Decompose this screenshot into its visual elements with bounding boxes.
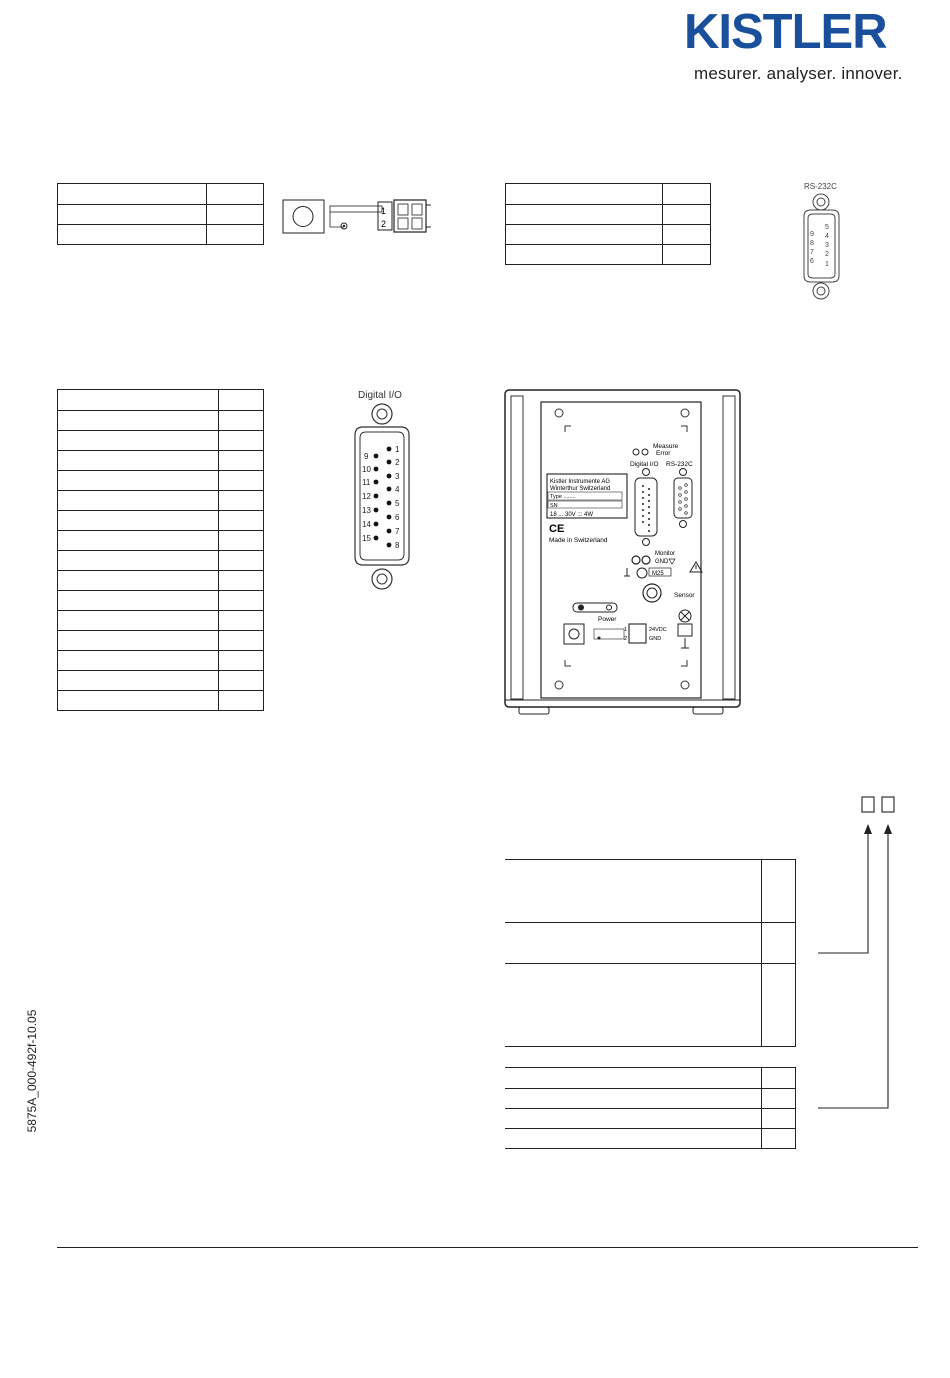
rs232-pin-3: 3 xyxy=(825,242,829,249)
rear-power-label: Power xyxy=(598,616,617,623)
rear-error-label: Error xyxy=(656,450,671,457)
rear-panel-drawing xyxy=(503,388,743,718)
options-table-1 xyxy=(505,859,796,1047)
logo-wordmark: KISTLER xyxy=(684,6,887,54)
rs232-title: RS-232C xyxy=(804,182,837,191)
dio-pin-15: 15 xyxy=(362,534,371,543)
power-table xyxy=(57,183,264,245)
rs232-pin-8: 8 xyxy=(810,240,814,247)
rs232-pin-7: 7 xyxy=(810,249,814,256)
dio-pin-5: 5 xyxy=(395,499,400,508)
kistler-logo xyxy=(684,6,918,54)
dio-pin-2: 2 xyxy=(395,458,400,467)
rear-measure-label: Measure xyxy=(653,443,679,450)
rs232-pin-6: 6 xyxy=(810,258,814,265)
dio-pin-3: 3 xyxy=(395,472,400,481)
dio-pin-10: 10 xyxy=(362,465,371,474)
rs232-pin-1: 1 xyxy=(825,261,829,268)
footer-rule xyxy=(57,1247,918,1248)
power-connector-diagram xyxy=(281,197,441,237)
dio-pin-8: 8 xyxy=(395,541,400,550)
digital-io-table xyxy=(57,389,264,711)
rs232-pin-5: 5 xyxy=(825,224,829,231)
rear-rs232-label: RS-232C xyxy=(666,461,693,468)
rear-gnd2-label: GND xyxy=(649,636,662,642)
rear-digital-io-label: Digital I/O xyxy=(630,461,659,468)
dio-pin-1: 1 xyxy=(395,445,400,454)
dio-pin-4: 4 xyxy=(395,485,400,494)
ordering-key-diagram xyxy=(810,794,920,1114)
rear-pin2-label: 2 xyxy=(624,636,628,642)
rear-gnd-label: GND xyxy=(655,559,669,565)
rear-m25-label: M25 xyxy=(652,571,664,577)
dio-pin-13: 13 xyxy=(362,506,371,515)
rear-label-supply: 18 ... 30V ::: 4W xyxy=(550,512,594,518)
rear-monitor-label: Monitor xyxy=(655,551,676,557)
document-code: 5875A_000-492f-10.05 xyxy=(25,1009,39,1133)
rear-pin1-label: 1 xyxy=(624,627,628,633)
order-box-2 xyxy=(882,797,894,812)
rear-label-type: Type ........ xyxy=(550,494,576,500)
dio-pin-6: 6 xyxy=(395,513,400,522)
rs232-pin-2: 2 xyxy=(825,251,829,258)
rear-made-in: Made in Switzerland xyxy=(549,537,608,544)
dio-pin-12: 12 xyxy=(362,492,371,501)
rs232-table xyxy=(505,183,711,265)
pin-2-label: 2 xyxy=(381,219,387,229)
brand-tagline: mesurer. analyser. innover. xyxy=(694,64,903,83)
rs232-pin-4: 4 xyxy=(825,233,829,240)
rear-label-line2: Winterthur Switzerland xyxy=(550,486,611,492)
rear-24vdc-label: 24VDC xyxy=(649,627,667,633)
rs232-pin-9: 9 xyxy=(810,231,814,238)
order-box-1 xyxy=(862,797,874,812)
dio-pin-9: 9 xyxy=(364,452,369,461)
dio-pin-11: 11 xyxy=(362,478,371,487)
rear-label-sn: SN xyxy=(550,503,558,509)
pin-1-label: 1 xyxy=(381,206,387,216)
digital-io-title: Digital I/O xyxy=(358,390,402,401)
ce-mark: CE xyxy=(549,523,565,535)
dio-pin-7: 7 xyxy=(395,527,400,536)
rs232-connector-diagram xyxy=(795,180,850,305)
rear-label-line1: Kistler Instrumente AG xyxy=(550,479,611,485)
digital-io-connector-diagram xyxy=(345,385,420,600)
rear-sensor-label: Sensor xyxy=(674,592,695,599)
dio-pin-14: 14 xyxy=(362,520,371,529)
options-table-2 xyxy=(505,1067,796,1149)
